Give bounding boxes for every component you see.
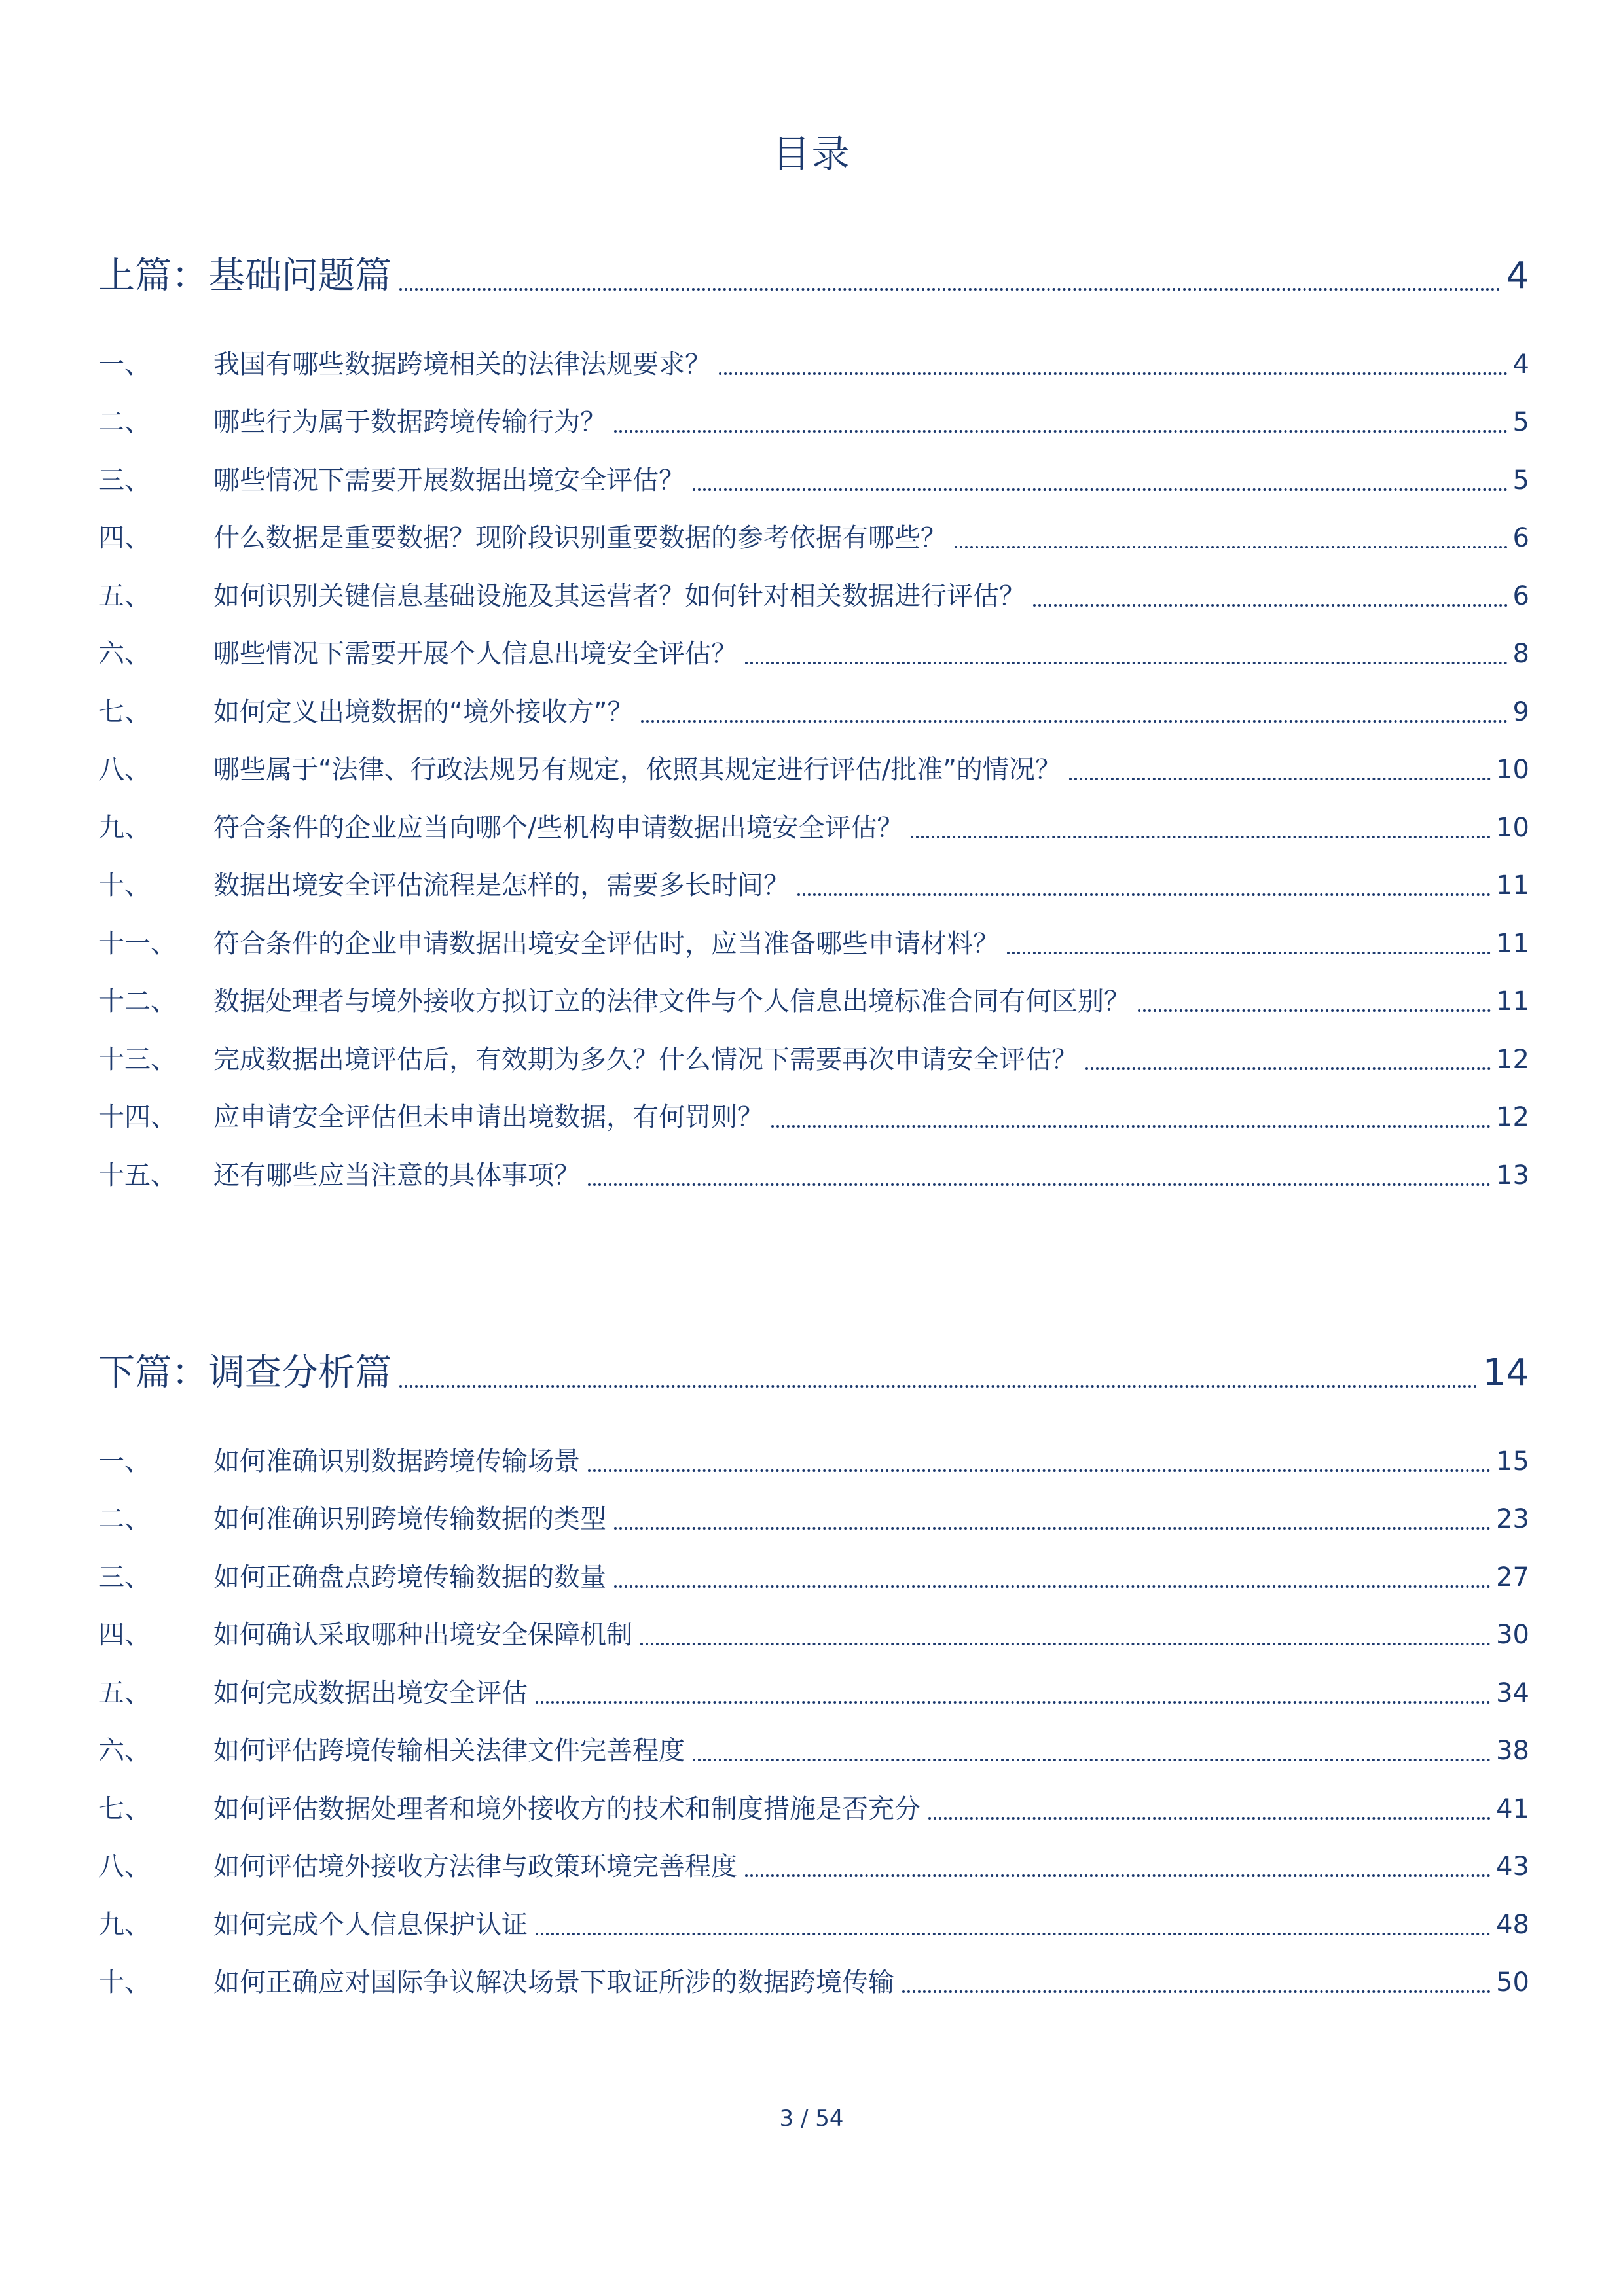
toc-entry-page: 38 [1496,1736,1529,1766]
toc-entry-label: 如何确认采取哪种出境安全保障机制 [213,1620,632,1650]
page-title: 目录 [772,132,851,176]
toc-entry-page: 11 [1496,870,1529,901]
dot-leader [719,372,1508,375]
toc-entry-label: 哪些情况下需要开展个人信息出境安全评估？ [213,639,737,669]
toc-section-part1 [98,240,1529,1195]
dot-leader [614,1527,1491,1530]
toc-entry-label: 完成数据出境评估后，有效期为多久？什么情况下需要再次申请安全评估？ [213,1044,1078,1075]
toc-heading-page: 14 [1482,1352,1529,1394]
toc-entry-label: 哪些行为属于数据跨境传输行为？ [213,407,606,437]
dot-leader [1138,1009,1491,1012]
toc-entry-number: 五、 [98,1677,151,1708]
toc-entry[interactable] [98,1770,1529,1829]
toc-entry-number: 四、 [98,523,151,553]
page-number: 3 / 54 [779,2106,844,2132]
toc-entry-number: 二、 [98,1504,151,1534]
toc-entry-page: 4 [1512,349,1529,380]
toc-entry-number: 九、 [98,1909,151,1940]
dot-leader [911,836,1491,838]
toc-entry-number: 一、 [98,1446,151,1477]
toc-entry[interactable] [98,1597,1529,1655]
toc-entry-label: 哪些属于“法律、行政法规另有规定，依照其规定进行评估/批准”的情况？ [213,755,1061,785]
toc-entry[interactable] [98,384,1529,442]
toc-entry-label: 符合条件的企业应当向哪个/些机构申请数据出境安全评估？ [213,812,903,843]
toc-section-part2 [98,1336,1529,2002]
dot-leader [745,1874,1491,1877]
dot-leader [614,1585,1491,1588]
toc-entry-number: 十四、 [98,1102,177,1132]
toc-entry[interactable] [98,500,1529,558]
toc-entry-number: 七、 [98,696,151,727]
toc-entry-number: 十、 [98,870,151,901]
toc-entry[interactable] [98,442,1529,500]
toc-entry-label: 如何准确识别数据跨境传输场景 [213,1446,580,1477]
toc-entry-label: 数据出境安全评估流程是怎样的，需要多长时间？ [213,870,790,901]
toc-entry-label: 哪些情况下需要开展数据出境安全评估？ [213,465,685,495]
toc-entry-page: 8 [1512,639,1529,669]
toc-entry-page: 15 [1496,1446,1529,1477]
toc-list-part2 [98,1423,1529,2002]
toc-entry-label: 如何正确盘点跨境传输数据的数量 [213,1562,606,1592]
toc-entry[interactable] [98,1945,1529,2003]
toc-entry-page: 48 [1496,1909,1529,1940]
toc-entry-number: 四、 [98,1620,151,1650]
toc-entry-page: 10 [1496,812,1529,843]
toc-entry-number: 九、 [98,812,151,843]
toc-heading-part2[interactable] [98,1336,1529,1399]
toc-entry[interactable] [98,789,1529,848]
toc-entry-label: 如何识别关键信息基础设施及其运营者？如何针对相关数据进行评估？ [213,581,1025,611]
dot-leader [536,1933,1491,1935]
toc-list-part1 [98,326,1529,1195]
dot-leader [1007,952,1491,954]
toc-entry-label: 如何完成个人信息保护认证 [213,1909,528,1940]
toc-entry-label: 应申请安全评估但未申请出境数据，有何罚则？ [213,1102,763,1132]
toc-heading-label: 下篇：调查分析篇 [98,1352,392,1394]
toc-entry[interactable] [98,1423,1529,1481]
toc-entry[interactable] [98,848,1529,906]
dot-leader [1069,778,1491,780]
toc-entry-label: 如何定义出境数据的“境外接收方”？ [213,696,634,727]
toc-entry[interactable] [98,732,1529,790]
dot-leader [693,488,1508,491]
toc-entry-label: 什么数据是重要数据？现阶段识别重要数据的参考依据有哪些？ [213,523,947,553]
toc-entry-label: 如何正确应对国际争议解决场景下取证所涉的数据跨境传输 [213,1967,894,1998]
toc-entry-number: 十三、 [98,1044,177,1075]
dot-leader [928,1817,1491,1820]
toc-entry[interactable] [98,1079,1529,1138]
toc-entry-label: 还有哪些应当注意的具体事项？ [213,1160,580,1191]
toc-entry-label: 如何评估境外接收方法律与政策环境完善程度 [213,1852,737,1882]
toc-entry-page: 43 [1496,1852,1529,1882]
dot-leader [614,430,1508,433]
toc-entry-page: 12 [1496,1044,1529,1075]
toc-entry-label: 如何评估跨境传输相关法律文件完善程度 [213,1736,685,1766]
dot-leader [399,288,1501,291]
toc-entry-page: 13 [1496,1160,1529,1191]
dot-leader [588,1469,1491,1472]
toc-heading-page: 4 [1506,255,1529,297]
toc-entry[interactable] [98,1713,1529,1771]
toc-entry-label: 如何评估数据处理者和境外接收方的技术和制度措施是否充分 [213,1793,921,1824]
toc-entry[interactable] [98,1137,1529,1195]
toc-entry-page: 6 [1512,523,1529,553]
toc-entry-page: 12 [1496,1102,1529,1132]
dot-leader [902,1990,1491,1993]
toc-entry-page: 5 [1512,407,1529,437]
dot-leader [399,1385,1478,1388]
toc-entry-number: 五、 [98,581,151,611]
toc-entry-label: 符合条件的企业申请数据出境安全评估时，应当准备哪些申请材料？ [213,928,999,959]
toc-entry-label: 如何准确识别跨境传输数据的类型 [213,1504,606,1534]
toc-entry-page: 30 [1496,1620,1529,1650]
toc-entry-label: 如何完成数据出境安全评估 [213,1677,528,1708]
toc-entry-page: 23 [1496,1504,1529,1534]
toc-heading-label: 上篇：基础问题篇 [98,255,392,297]
toc-entry[interactable] [98,963,1529,1022]
toc-entry[interactable] [98,1655,1529,1713]
dot-leader [536,1701,1491,1704]
toc-entry-number: 八、 [98,1852,151,1882]
toc-entry-number: 十一、 [98,928,177,959]
dot-leader [1033,604,1508,607]
toc-entry-page: 41 [1496,1793,1529,1824]
toc-entry-number: 三、 [98,1562,151,1592]
dot-leader [640,1643,1491,1645]
toc-entry-number: 八、 [98,755,151,785]
toc-entry[interactable] [98,1481,1529,1539]
toc-entry-label: 我国有哪些数据跨境相关的法律法规要求？ [213,349,711,380]
toc-entry[interactable] [98,673,1529,732]
toc-entry[interactable] [98,1829,1529,1887]
dot-leader [955,546,1508,548]
toc-entry-page: 34 [1496,1677,1529,1708]
toc-entry[interactable] [98,1539,1529,1597]
dot-leader [588,1183,1491,1186]
toc-entry-page: 11 [1496,986,1529,1016]
dot-leader [797,893,1491,896]
toc-entry-number: 七、 [98,1793,151,1824]
dot-leader [771,1125,1491,1128]
toc-entry-page: 27 [1496,1562,1529,1592]
toc-entry[interactable] [98,558,1529,616]
toc-entry[interactable] [98,905,1529,963]
toc-entry-page: 10 [1496,755,1529,785]
dot-leader [641,720,1507,723]
dot-leader [745,662,1508,664]
dot-leader [693,1759,1491,1761]
toc-entry-page: 50 [1496,1967,1529,1998]
toc-entry[interactable] [98,1886,1529,1945]
toc-entry-label: 数据处理者与境外接收方拟订立的法律文件与个人信息出境标准合同有何区别？ [213,986,1130,1016]
toc-entry-number: 十二、 [98,986,177,1016]
toc-entry-number: 六、 [98,639,151,669]
toc-entry-number: 三、 [98,465,151,495]
toc-entry-number: 十五、 [98,1160,177,1191]
toc-entry-page: 6 [1512,581,1529,611]
toc-entry-number: 一、 [98,349,151,380]
toc-entry-page: 5 [1512,465,1529,495]
toc-entry-number: 二、 [98,407,151,437]
toc-entry-number: 十、 [98,1967,151,1998]
toc-entry-number: 六、 [98,1736,151,1766]
dot-leader [1085,1067,1491,1070]
toc-entry[interactable] [98,1021,1529,1079]
toc-heading-part1[interactable] [98,240,1529,302]
toc-entry[interactable] [98,326,1529,384]
toc-entry-page: 11 [1496,928,1529,959]
toc-entry-page: 9 [1512,696,1529,727]
toc-entry[interactable] [98,616,1529,674]
